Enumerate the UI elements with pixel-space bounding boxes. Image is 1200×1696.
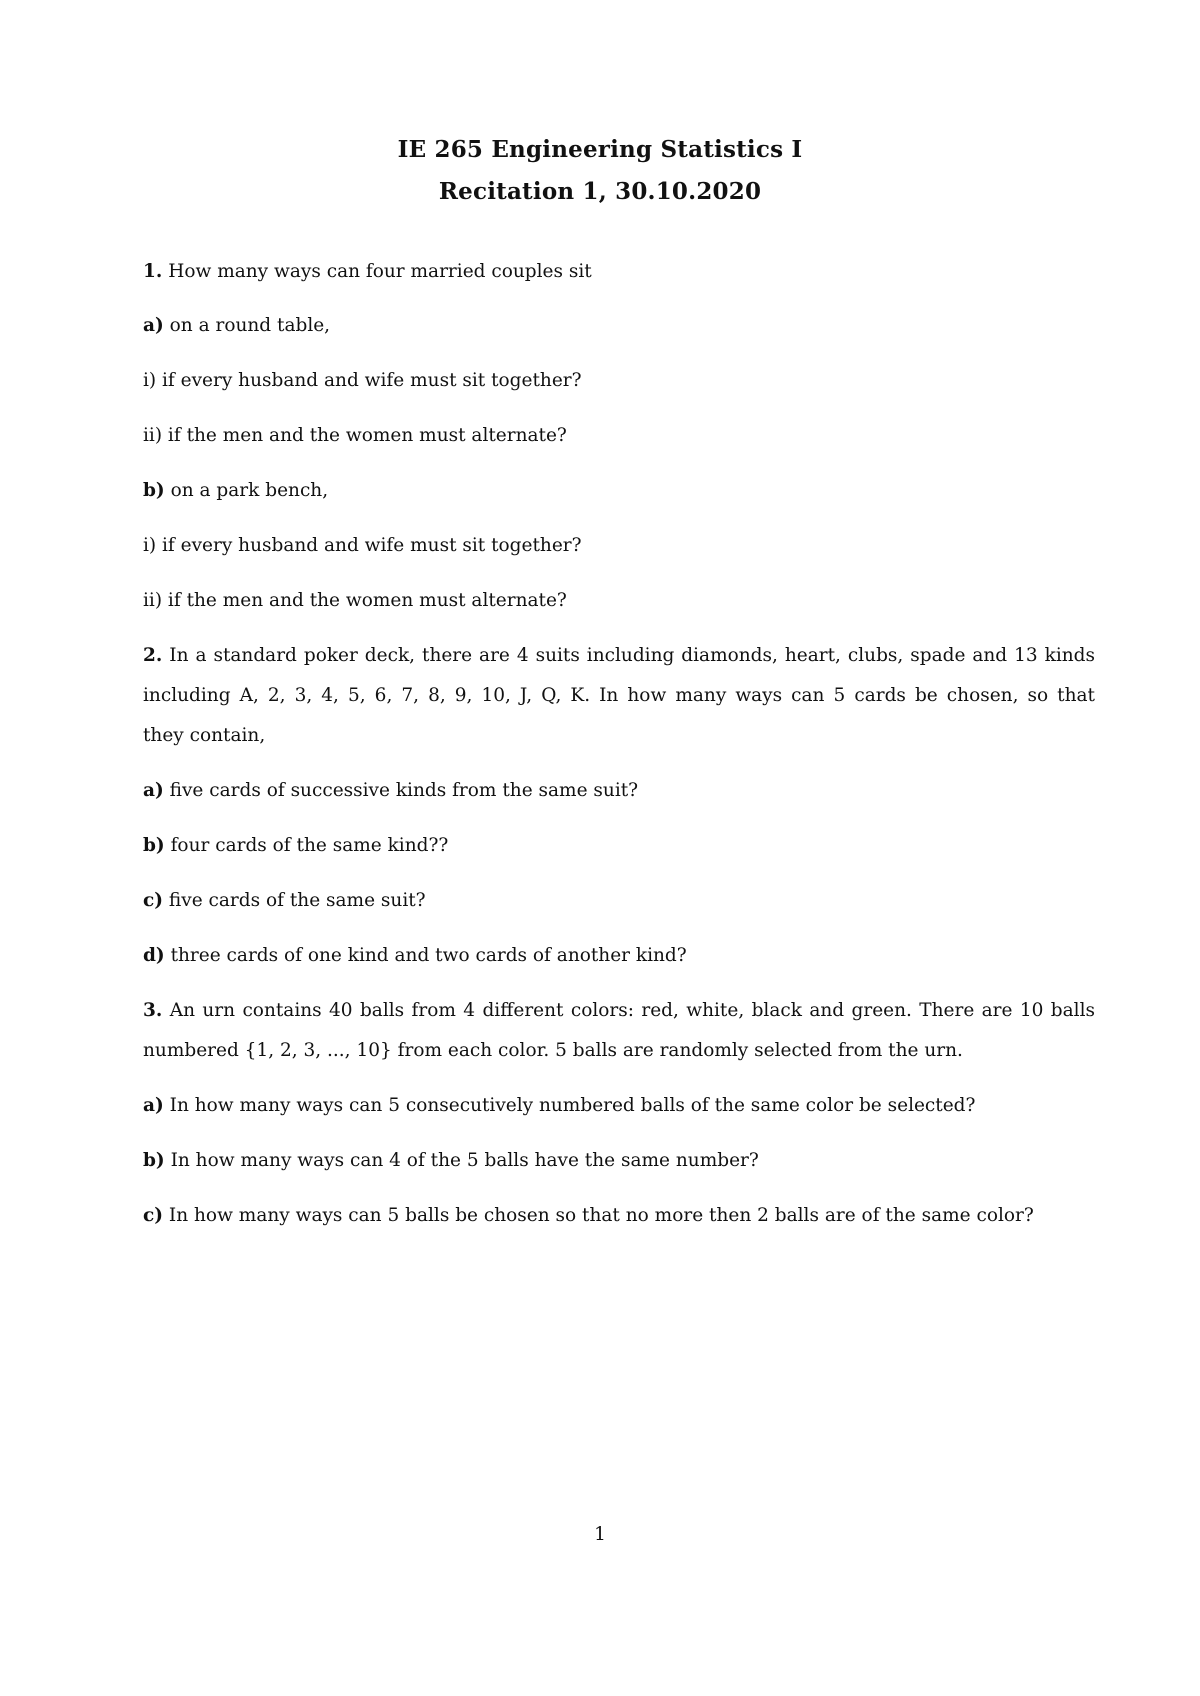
q1-part-b xyxy=(143,480,328,501)
part-label: b) xyxy=(143,480,165,501)
q3-part-c xyxy=(143,1205,1034,1226)
q2-part-b xyxy=(143,835,448,856)
q2-part-a xyxy=(143,780,638,801)
question-number: 1. xyxy=(143,261,163,282)
q2-part-c xyxy=(143,890,426,911)
part-label: c) xyxy=(143,1205,164,1226)
question-number: 2. xyxy=(143,645,163,666)
q1-part-b-ii: ii) if the men and the women must alternate? xyxy=(143,590,567,611)
q3-part-a xyxy=(143,1095,975,1116)
question-1 xyxy=(143,261,592,282)
part-text: four cards of the same kind?? xyxy=(164,835,449,856)
question-3-line-1 xyxy=(143,1000,1095,1021)
question-3-line-2: numbered {1, 2, 3, ..., 10} from each color. 5 balls are randomly selected from the urn. xyxy=(143,1040,963,1061)
question-text: In a standard poker deck, there are 4 suits including diamonds, heart, clubs, spade and 13 kinds xyxy=(162,645,1095,666)
part-text: three cards of one kind and two cards of another kind? xyxy=(164,945,687,966)
document-title: IE 265 Engineering Statistics I xyxy=(397,136,803,163)
part-label: d) xyxy=(143,945,165,966)
part-text: five cards of the same suit? xyxy=(163,890,426,911)
q2-part-d xyxy=(143,945,687,966)
part-text: on a round table, xyxy=(163,315,331,336)
q1-part-a-i: i) if every husband and wife must sit together? xyxy=(143,370,582,391)
question-text: An urn contains 40 balls from 4 different colors: red, white, black and green. There are 10 balls xyxy=(162,1000,1095,1021)
part-label: a) xyxy=(143,780,164,801)
question-2-line-3: they contain, xyxy=(143,725,266,746)
q1-part-a-ii: ii) if the men and the women must alternate? xyxy=(143,425,567,446)
question-text: How many ways can four married couples sit xyxy=(162,261,592,282)
question-number: 3. xyxy=(143,1000,163,1021)
part-text: on a park bench, xyxy=(164,480,329,501)
part-text: In how many ways can 5 balls be chosen so that no more then 2 balls are of the same color? xyxy=(163,1205,1034,1226)
q1-part-a xyxy=(143,315,330,336)
part-label: c) xyxy=(143,890,164,911)
part-label: b) xyxy=(143,835,165,856)
part-label: b) xyxy=(143,1150,165,1171)
part-text: five cards of successive kinds from the same suit? xyxy=(163,780,639,801)
part-label: a) xyxy=(143,1095,164,1116)
question-2-line-1 xyxy=(143,645,1095,666)
part-text: In how many ways can 5 consecutively numbered balls of the same color be selected? xyxy=(163,1095,976,1116)
part-text: In how many ways can 4 of the 5 balls have the same number? xyxy=(164,1150,759,1171)
q1-part-b-i: i) if every husband and wife must sit together? xyxy=(143,535,582,556)
q3-part-b xyxy=(143,1150,759,1171)
part-label: a) xyxy=(143,315,164,336)
document-subtitle: Recitation 1, 30.10.2020 xyxy=(438,178,762,205)
page-number: 1 xyxy=(594,1524,606,1545)
question-2-line-2: including A, 2, 3, 4, 5, 6, 7, 8, 9, 10, J, Q, K. In how many ways can 5 cards be chosen, so that xyxy=(143,685,1095,706)
